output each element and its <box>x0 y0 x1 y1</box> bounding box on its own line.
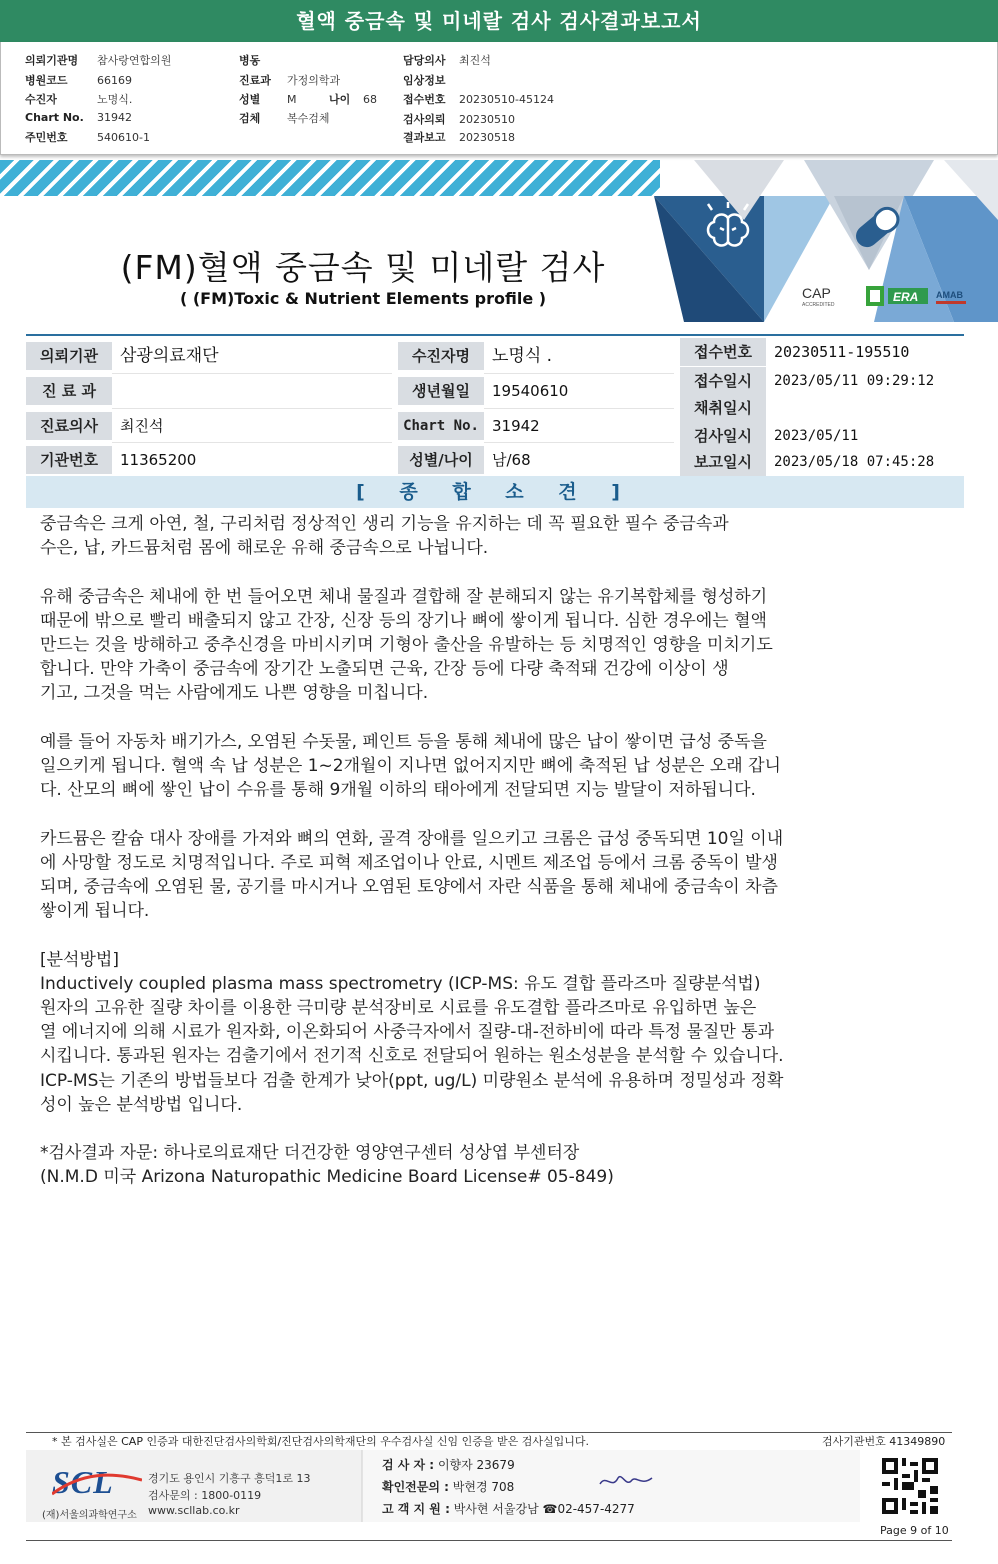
scl-logo-swoosh <box>52 1470 142 1500</box>
value-department <box>112 377 400 405</box>
body-line: *검사결과 자문: 하나로의료재단 더건강한 영양연구센터 성상엽 부센터장 <box>40 1143 580 1164</box>
scl-address: 경기도 용인시 기흥구 흥덕1로 13 <box>148 1472 311 1485</box>
lm-logo <box>866 286 884 306</box>
amab-logo <box>936 290 966 304</box>
body-line: 만드는 것을 방해하고 중추신경을 마비시키며 기형아 출산을 유발하는 등 치명적인 영향을 미치기도 <box>40 635 773 655</box>
test-subtitle: ( (FM)Toxic & Nutrient Elements profile ) <box>179 289 547 308</box>
label-collection-datetime: 채취일시 <box>680 394 766 422</box>
body-line: 쌓이게 됩니다. <box>40 901 150 922</box>
svg-text:CAP: CAP <box>802 285 831 301</box>
row-separator <box>484 373 674 374</box>
row-separator <box>484 408 674 409</box>
page-number: Page 9 of 10 <box>880 1524 949 1537</box>
hdr-department: 진료과 가정의학과 <box>239 74 341 87</box>
label-patient-name: 수진자명 <box>398 342 484 370</box>
hdr-chart-no: Chart No. 31942 <box>25 111 132 124</box>
hdr-specimen: 검체 복수검체 <box>239 112 330 125</box>
value-receipt-no: 20230511-195510 <box>774 343 910 361</box>
staff-support: 고 객 지 원 : 박사현 서울강남 ☎02-457-4277 <box>382 1502 635 1516</box>
hdr-clinical-info: 임상정보 <box>403 74 446 87</box>
paragraph-gap <box>40 560 910 584</box>
value-receipt-datetime: 2023/05/11 09:29:12 <box>774 373 935 389</box>
svg-text:AMAB: AMAB <box>936 290 963 300</box>
label-report-datetime: 보고일시 <box>680 448 766 476</box>
scl-org-name: (재)서울의과학연구소 <box>42 1510 137 1521</box>
body-line: 예를 들어 자동차 배기가스, 오염된 수돗물, 페인트 등을 통해 체내에 많은 납이 쌓이면 급성 중독을 <box>40 731 767 752</box>
staff-specialist: 확인전문의 : 박현경 708 <box>382 1480 515 1494</box>
value-referrer: 삼광의료재단 <box>120 346 219 366</box>
scl-logo: SCL <box>52 1464 114 1500</box>
scl-website: www.scllab.co.kr <box>148 1504 240 1517</box>
row-separator <box>112 373 392 374</box>
body-line: Inductively coupled plasma mass spectrometry (ICP-MS: 유도 결합 플라즈마 질량분석법) <box>40 973 761 994</box>
label-referrer: 의뢰기관 <box>26 342 112 370</box>
staff-tester: 검 사 자 : 이향자 23679 <box>382 1458 515 1472</box>
value-doctor: 최진석 <box>120 417 164 435</box>
label-test-datetime: 검사일시 <box>680 422 766 450</box>
footer-box <box>26 1450 952 1522</box>
label-birthdate: 생년월일 <box>398 377 484 405</box>
row-separator <box>112 408 392 409</box>
body-line: 카드뮴은 칼슘 대사 장애를 가져와 뼈의 연화, 골격 장애를 일으키고 크롬은 급성 중독되면 10일 이내 <box>40 828 784 849</box>
svg-text:ERA: ERA <box>893 290 919 304</box>
label-doctor: 진료의사 <box>26 412 112 440</box>
summary-body <box>40 512 910 1190</box>
footer-accreditation-note: * 본 검사실은 CAP 인증과 대한진단검사의학회/진단검사의학재단의 우수검사실 신임 인증을 받은 검사실입니다. <box>52 1435 590 1448</box>
summary-heading: [ 종 합 소 견 ] <box>26 476 964 508</box>
body-line: [분석방법] <box>40 949 119 970</box>
body-line: 수은, 납, 카드뮴처럼 몸에 해로운 유해 중금속으로 나뉩니다. <box>40 538 489 559</box>
label-institution-no: 기관번호 <box>26 446 112 474</box>
label-receipt-datetime: 접수일시 <box>680 367 766 395</box>
body-line: 합니다. 만약 가축이 중금속에 장기간 노출되면 근육, 간장 등에 다량 축적돼 건강에 이상이 생 <box>40 659 729 680</box>
scl-phone: 검사문의 : 1800-0119 <box>148 1489 262 1502</box>
value-institution-no: 11365200 <box>120 451 197 469</box>
row-separator <box>484 442 674 443</box>
paragraph-gap <box>40 802 910 826</box>
patient-info-table <box>26 334 964 476</box>
body-line: 다. 산모의 뼈에 쌓인 납이 수유를 통해 9개월 이하의 태아에게 전달되면 지능 발달이 저하됩니다. <box>40 780 756 801</box>
hdr-hospital-code: 병원코드 66169 <box>25 74 132 87</box>
body-line: 중금속은 크게 아연, 철, 구리처럼 정상적인 생리 기능을 유지하는 데 꼭 필요한 필수 중금속과 <box>40 514 729 534</box>
label-chart-no: Chart No. <box>398 412 484 440</box>
hdr-report-date: 결과보고 20230518 <box>403 131 515 144</box>
patient-header <box>0 42 998 155</box>
value-patient-name: 노명식 . <box>492 346 553 366</box>
value-birthdate: 19540610 <box>492 382 569 400</box>
paragraph-gap <box>40 1117 910 1141</box>
specialist-signature <box>596 1470 656 1494</box>
body-line: 성이 높은 분석방법 입니다. <box>40 1094 243 1115</box>
value-sex-age: 남/68 <box>492 451 531 469</box>
row-separator <box>112 442 392 443</box>
hdr-receipt-no: 접수번호 20230510-45124 <box>403 93 554 106</box>
value-chart-no: 31942 <box>492 417 540 435</box>
body-line: 일으키게 됩니다. 혈액 속 납 성분은 1~2개월이 지나면 없어지지만 뼈에 축적된 납 성분은 오래 갑니 <box>40 756 781 776</box>
cap-accredited-logo <box>802 285 835 308</box>
body-line: 기고, 그것을 먹는 사람에게도 나쁜 영향을 미칩니다. <box>40 683 429 704</box>
hdr-id-no: 주민번호 540610-1 <box>25 131 150 144</box>
value-test-datetime: 2023/05/11 <box>774 428 859 444</box>
decorative-stripe-band <box>0 160 660 196</box>
paragraph-gap <box>40 923 910 947</box>
body-line: (N.M.D 미국 Arizona Naturopathic Medicine Board License# 05-849) <box>40 1167 614 1188</box>
label-department: 진 료 과 <box>26 377 112 405</box>
body-line: 열 에너지에 의해 시료가 원자화, 이온화되어 사중극자에서 질량-대-전하비에 따라 특정 물질만 통과 <box>40 1022 774 1043</box>
hdr-doctor: 담당의사 최진석 <box>403 54 491 67</box>
label-sex-age: 성별/나이 <box>398 446 484 474</box>
body-line: 시킵니다. 통과된 원자는 검출기에서 전기적 신호로 전달되어 원하는 원소성분을 분석할 수 있습니다. <box>40 1046 784 1067</box>
body-line: ICP-MS는 기존의 방법들보다 검출 한계가 낮아(ppt, ug/L) 미량원소 분석에 유용하며 정밀성과 정확 <box>40 1070 784 1091</box>
hdr-patient: 수진자 노명식. <box>25 93 133 106</box>
hdr-sex: 성별 M <box>239 93 297 106</box>
body-line: 원자의 고유한 질량 차이를 이용한 극미량 분석장비로 시료를 유도결합 플라즈마로 유입하면 높은 <box>40 998 757 1018</box>
hdr-ward: 병동 <box>239 54 261 67</box>
hdr-age: 나이 68 <box>329 93 377 106</box>
qr-code-icon <box>882 1458 938 1514</box>
body-line: 되며, 중금속에 오염된 물, 공기를 마시거나 오염된 토양에서 자란 식품을 통해 체내에 중금속이 차츰 <box>40 877 778 897</box>
footer-institution-no: 검사기관번호 41349890 <box>822 1435 946 1448</box>
bottom-divider <box>26 1540 952 1541</box>
value-report-datetime: 2023/05/18 07:45:28 <box>774 454 935 470</box>
test-title: (FM)혈액 중금속 및 미네랄 검사 <box>120 248 606 287</box>
body-line: 에 사망할 정도로 치명적입니다. 주로 피혁 제조업이나 안료, 시멘트 제조업 등에서 크롬 중독이 발생 <box>40 852 778 873</box>
hdr-referrer: 의뢰기관명 참사랑연합의원 <box>25 54 172 67</box>
body-line: 유해 중금속은 체내에 한 번 들어오면 체내 물질과 결합해 잘 분해되지 않는 유기복합체를 형성하기 <box>40 586 768 607</box>
hdr-request-date: 검사의뢰 20230510 <box>403 113 515 126</box>
value-collection-datetime <box>766 394 964 422</box>
paragraph-gap <box>40 706 910 730</box>
label-receipt-no: 접수번호 <box>680 338 766 366</box>
report-title: 혈액 중금속 및 미네랄 검사 검사결과보고서 <box>0 0 998 42</box>
era-logo <box>888 288 928 304</box>
body-line: 때문에 밖으로 빨리 배출되지 않고 간장, 신장 등의 장기나 뼈에 쌓이게 됩니다. 심한 경우에는 혈액 <box>40 610 767 631</box>
svg-text:ACCREDITED: ACCREDITED <box>802 302 835 308</box>
